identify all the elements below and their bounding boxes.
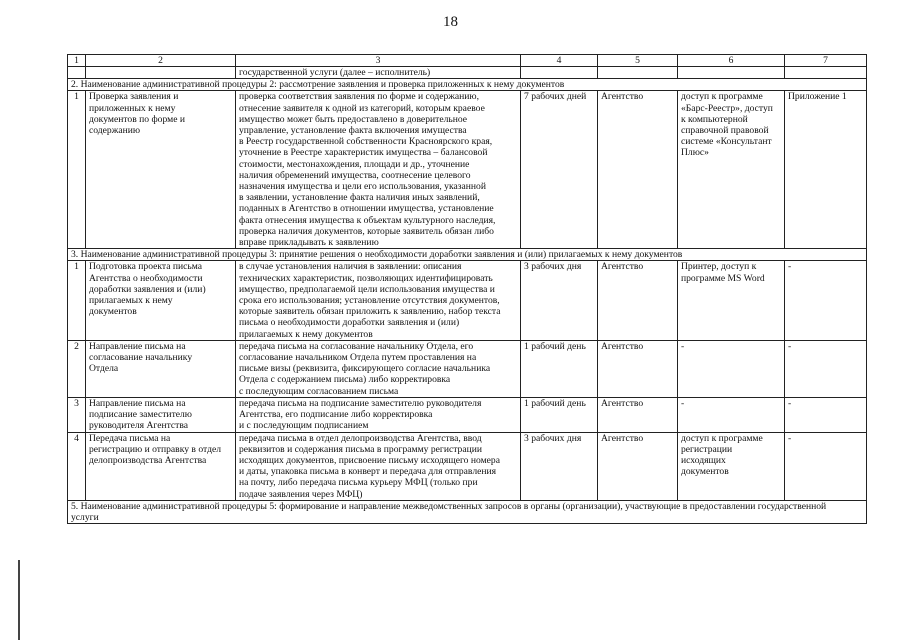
cell-line: - <box>681 397 685 409</box>
step-number: 1 <box>68 91 86 249</box>
cell-line: - <box>681 340 685 352</box>
step-resources <box>678 91 785 249</box>
step-name <box>86 91 236 249</box>
step-executor: Агентство <box>598 432 678 500</box>
cell-line: в случае установления наличия в заявлении: описания <box>239 261 462 273</box>
cell-line: согласование начальником Отдела путем проставления на <box>239 352 477 364</box>
cell-line: срока его использования; установление отсутствия документов, <box>239 295 500 307</box>
cell-line: Проверка заявления и <box>89 91 179 103</box>
cell-line: доработки заявления и (или) <box>89 283 206 295</box>
step-resources <box>678 432 785 500</box>
cell-line: справочной правовой <box>681 125 769 137</box>
cell-line: технических характеристик, позволяющих идентифицировать <box>239 272 493 284</box>
cell-line: реквизитов и содержания письма в программу регистрации <box>239 443 483 455</box>
cell-line: регистрации <box>681 443 733 455</box>
continuation-text: государственной услуги (далее – исполнитель) <box>236 67 521 79</box>
cell-line: факта отнесения имущества к объектам культурного наследия, <box>239 214 496 226</box>
cell-line: приложенных к нему <box>89 102 176 114</box>
step-term: 7 рабочих дней <box>521 91 598 249</box>
step-form: - <box>785 432 867 500</box>
cell-line: назначения имущества и цели его использования, указанной <box>239 181 486 193</box>
cell-line: уточнение в Реестре характеристик имущества – балансовой <box>239 147 488 159</box>
cell-line: Агентства, его подписание либо корректировка <box>239 409 433 421</box>
cell-line: исходящих документов, присвоение письму исходящего номера <box>239 454 500 466</box>
continuation-row <box>68 67 867 79</box>
cell-line: исходящих <box>681 454 726 466</box>
step-term: 3 рабочих дня <box>521 261 598 340</box>
page-number: 18 <box>443 14 458 30</box>
table-row <box>68 432 867 500</box>
cell-line: Передача письма на <box>89 432 171 444</box>
cell-line: с последующим согласованием письма <box>239 385 399 397</box>
step-content <box>236 261 521 340</box>
margin-line <box>18 560 20 640</box>
step-term: 1 рабочий день <box>521 340 598 397</box>
step-executor: Агентство <box>598 261 678 340</box>
step-resources <box>678 261 785 340</box>
cell-line: письма о необходимости доработки заявления и (или) <box>239 317 460 329</box>
cell-line: и с последующим подписанием <box>239 420 369 432</box>
cell-line: руководителя Агентства <box>89 420 189 432</box>
cell-line: наличия обременений имущества, соотнесение целевого <box>239 169 471 181</box>
cell-line: Плюс» <box>681 147 709 159</box>
cell-line: стоимости, местонахождения, площади и др., уточнение <box>239 158 470 170</box>
column-header: 5 <box>598 55 678 67</box>
cell-line: Направление письма на <box>89 397 186 409</box>
cell-line: Отдела с содержанием письма) либо корректировка <box>239 374 451 386</box>
cell-line: делопроизводства Агентства <box>89 454 207 466</box>
section-header-row <box>68 500 867 523</box>
cell-line: подписание заместителю <box>89 409 192 421</box>
cell-line: программе MS Word <box>681 272 765 284</box>
cell-line: доступ к программе <box>681 91 763 103</box>
cell-line: проверка соответствия заявления по форме и содержанию, <box>239 91 479 103</box>
step-number: 1 <box>68 261 86 340</box>
step-form: - <box>785 340 867 397</box>
step-number: 3 <box>68 397 86 432</box>
section-title <box>68 500 867 523</box>
step-number: 2 <box>68 340 86 397</box>
step-term: 3 рабочих дня <box>521 432 598 500</box>
cell-line: прилагаемых к нему <box>89 295 173 307</box>
cell-line: услуги <box>71 511 99 523</box>
cell-line: Подготовка проекта письма <box>89 261 203 273</box>
cell-line: имущество может быть предоставлено в доверительное <box>239 113 468 125</box>
column-header: 3 <box>236 55 521 67</box>
cell-line: регистрацию и отправку в отдел <box>89 443 222 455</box>
column-header: 2 <box>86 55 236 67</box>
step-name <box>86 261 236 340</box>
cell-line: к компьютерной <box>681 113 748 125</box>
step-content <box>236 432 521 500</box>
table-body <box>68 55 867 524</box>
cell-line: имущество, предполагаемой цели использования имущества и <box>239 283 495 295</box>
column-header: 4 <box>521 55 598 67</box>
step-executor: Агентство <box>598 340 678 397</box>
section-title: 3. Наименование административной процедуры 3: принятие решения о необходимости доработки заявления и (или) прилагаемых к нему документов <box>68 249 867 261</box>
cell-line: которые заявитель обязан приложить к заявлению, набор текста <box>239 306 501 318</box>
step-resources <box>678 340 785 397</box>
step-name <box>86 397 236 432</box>
step-executor: Агентство <box>598 91 678 249</box>
table-row <box>68 397 867 432</box>
cell-line: 5. Наименование административной процедуры 5: формирование и направление межведомственных запросов в органы (организации), участвующие в предоставлении государственной <box>71 500 827 512</box>
step-name <box>86 432 236 500</box>
cell-line: Принтер, доступ к <box>681 261 757 273</box>
step-form: - <box>785 261 867 340</box>
step-number: 4 <box>68 432 86 500</box>
cell-line: письме визы (реквизита, фиксирующего согласие начальника <box>239 363 491 375</box>
column-header-row <box>68 55 867 67</box>
cell-line: поданных в Агентство в отношении имущества, установление <box>239 203 494 215</box>
procedure-table <box>67 54 867 524</box>
cell-line: документов по форме и <box>89 113 185 125</box>
column-header: 7 <box>785 55 867 67</box>
cell-line: передача письма в отдел делопроизводства Агентства, ввод <box>239 432 482 444</box>
cell-line: Направление письма на <box>89 340 186 352</box>
cell-line: управление, установление факта включения имущества <box>239 125 467 137</box>
cell-line: системе «Консультант <box>681 136 772 148</box>
cell-line: Агентства о необходимости <box>89 272 203 284</box>
step-form: - <box>785 397 867 432</box>
step-executor: Агентство <box>598 397 678 432</box>
step-term: 1 рабочий день <box>521 397 598 432</box>
cell-line: Отдела <box>89 363 119 375</box>
table-row <box>68 261 867 340</box>
step-content <box>236 397 521 432</box>
cell-line: документов <box>89 306 137 318</box>
section-header-row <box>68 249 867 261</box>
cell-line: передача письма на подписание заместителю руководителя <box>239 397 482 409</box>
cell-line: «Барс-Реестр», доступ <box>681 102 773 114</box>
section-title: 2. Наименование административной процедуры 2: рассмотрение заявления и проверка приложенных к нему документов <box>68 79 867 91</box>
cell-line: подаче заявления через МФЦ) <box>239 488 363 500</box>
cell-line: доступ к программе <box>681 432 763 444</box>
column-header: 1 <box>68 55 86 67</box>
cell-line: содержанию <box>89 125 141 137</box>
cell-line: прилагаемых к нему документов <box>239 328 373 340</box>
cell-line: вправе прикладывать к заявлению <box>239 237 379 249</box>
cell-line: и даты, упаковка письма в конверт и передача для отправления <box>239 466 497 478</box>
cell-line: документов <box>681 466 729 478</box>
cell-line: проверка наличия документов, которые заявитель обязан либо <box>239 225 494 237</box>
step-content <box>236 91 521 249</box>
step-form: Приложение 1 <box>785 91 867 249</box>
step-resources <box>678 397 785 432</box>
cell-line: на почту, либо передача письма курьеру МФЦ (только при <box>239 477 478 489</box>
cell-line: согласование начальнику <box>89 352 193 364</box>
cell-line: в Реестр государственной собственности Красноярского края, <box>239 136 493 148</box>
table-row <box>68 91 867 249</box>
section-header-row <box>68 79 867 91</box>
table-row <box>68 340 867 397</box>
step-content <box>236 340 521 397</box>
cell-line: передача письма на согласование начальнику Отдела, его <box>239 340 474 352</box>
cell-line: в заявлении, установление факта наличия иных заявлений, <box>239 192 480 204</box>
column-header: 6 <box>678 55 785 67</box>
step-name <box>86 340 236 397</box>
cell-line: отнесение заявителя к одной из категорий, которым краевое <box>239 102 485 114</box>
